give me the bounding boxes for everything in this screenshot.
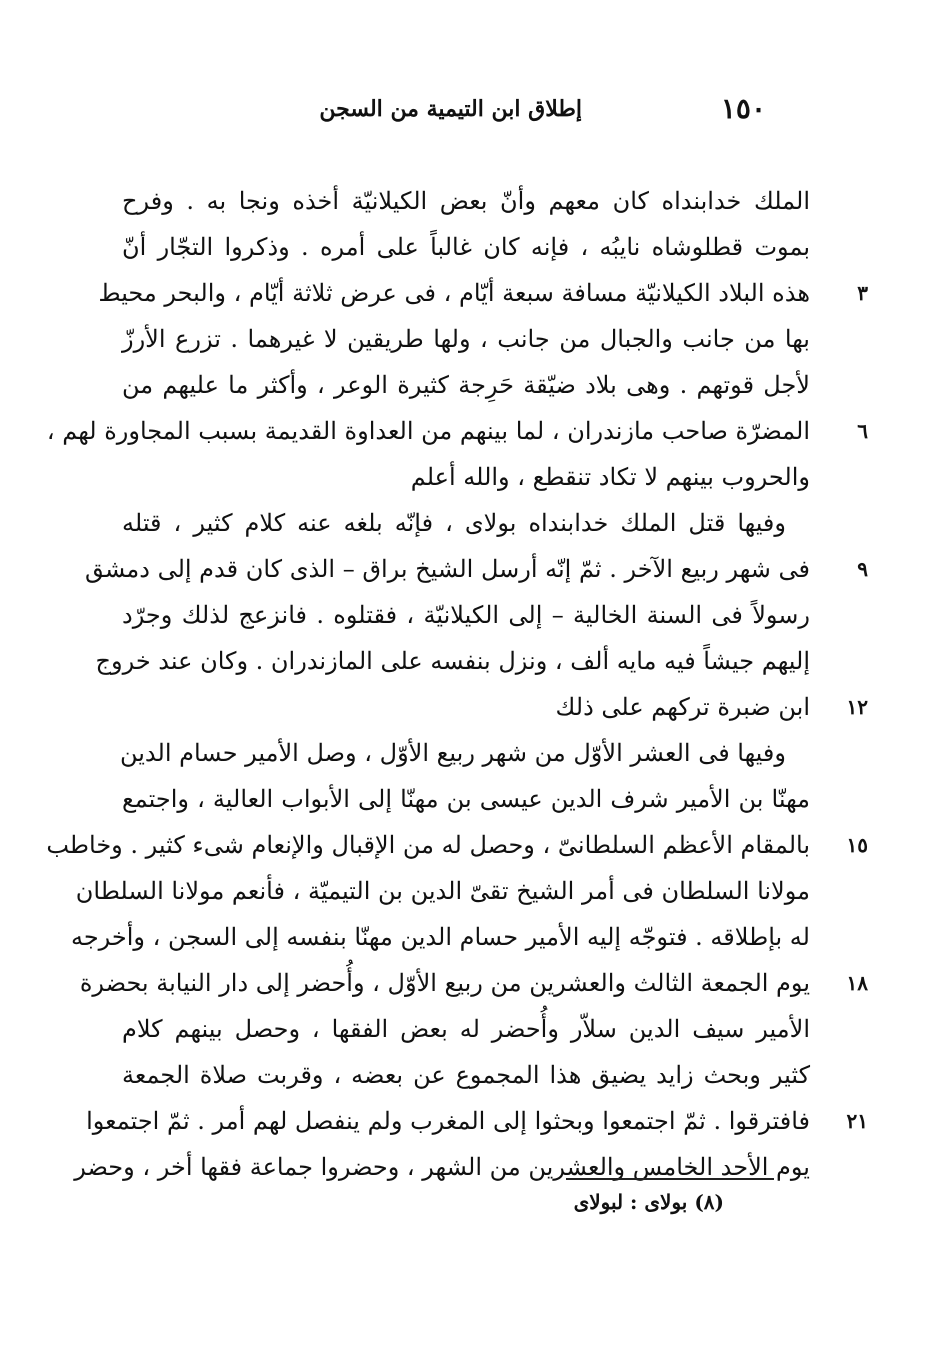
line-text: رسولاً فى السنة الخالية – إلى الكيلانيّة ، فقتلوه . فانزعج لذلك وجرّد [122,601,810,629]
page-number: ١٥٠ [720,92,766,125]
line-text: بموت قطلوشاه نايبُه ، فإنه كان غالباً على أمره . وذكروا التجّار أنّ [122,233,810,261]
text-line [46,822,868,868]
text-line [122,1052,810,1098]
text-line [122,454,810,500]
text-line [46,408,868,454]
line-number: ٣ [857,281,868,305]
text-line [95,638,810,684]
page-header [319,92,766,132]
text-line [98,270,868,316]
main-text [46,178,868,1190]
line-text: فافترقوا . ثمّ اجتمعوا وبحثوا إلى المغرب ولم ينفصل لهم أمر . ثمّ اجتمعوا [86,1107,810,1135]
text-line [84,546,868,592]
line-text: مولانا السلطان فى أمر الشيخ تقىّ الدين بن التيميّة ، فأنعم مولانا السلطان [75,877,810,905]
line-text: لأجل قوتهم . وهى بلاد ضيّقة حَرِجة كثيرة الوعر ، وأكثر ما عليهم من [122,371,810,399]
text-line [122,500,810,546]
line-text: المضرّة صاحب مازندران ، لما بينهم من العداوة القديمة بسبب المجاورة لهم ، [46,417,810,445]
text-line [122,776,810,822]
line-text: هذه البلاد الكيلانيّة مسافة سبعة أيّام ، فى عرض ثلاثة أيّام ، والبحر محيط [98,279,810,307]
text-line [74,1144,810,1190]
text-line [122,362,810,408]
line-number: ١٥ [846,833,868,857]
running-title: إطلاق ابن التيمية من السجن [319,96,582,122]
line-text: الأمير سيف الدين سلاّر وأُحضر له بعض الفقها ، وحصل بينهم كلام [122,1015,810,1043]
line-text: فى شهر ربيع الآخر . ثمّ إنّه أرسل الشيخ براق – الذى كان قدم إلى دمشق [84,555,810,583]
line-text: بالمقام الأعظم السلطانىّ ، وحصل له من الإقبال والإنعام شىء كثير . وخاطب [46,831,810,859]
line-text: الملك خدابنداه كان معهم وأنّ بعض الكيلانيّة أخذه ونجا به . وفرح [122,187,810,215]
line-number: ١٢ [846,695,868,719]
line-text: كثير وبحث زايد يضيق هذا المجموع عن بعضه ، وقربت صلاة الجمعة [122,1061,810,1089]
text-line [122,684,868,730]
footnote-divider [566,1178,774,1180]
line-number: ٢١ [846,1109,868,1133]
line-number: ١٨ [846,971,868,995]
line-number: ٦ [857,419,868,443]
line-text: إليهم جيشاً فيه مايه ألف ، ونزل بنفسه على المازندران . وكان عند خروج [95,647,810,675]
text-line [122,592,810,638]
text-line [75,868,810,914]
line-number: ٩ [857,557,868,581]
line-text: والحروب بينهم لا تكاد تنقطع ، والله أعلم [410,463,810,491]
footnote: (٨) بولاى : لبولاى [573,1190,724,1214]
line-text: بها من جانب والجبال من جانب ، ولها طريقين لا غيرهما . تزرع الأرزّ [122,325,810,353]
text-line [122,224,810,270]
text-line [122,1006,810,1052]
line-text: يوم الأحد الخامس والعشرين من الشهر ، وحضروا جماعة فقها أخر ، وحضر [74,1153,810,1181]
line-text: وفيها قتل الملك خدابنداه بولاى ، فإنّه بلغه عنه كلام كثير ، قتله [122,509,786,537]
text-line [79,960,868,1006]
text-line [86,1098,868,1144]
text-line [122,178,810,224]
line-text: له بإطلاقه . فتوجّه إليه الأمير حسام الدين مهنّا بنفسه إلى السجن ، وأخرجه [70,923,810,951]
line-text: يوم الجمعة الثالث والعشرين من ربيع الأوّل ، وأُحضر إلى دار النيابة بحضرة [79,969,810,997]
text-line [70,914,810,960]
text-line [119,730,810,776]
text-line [122,316,810,362]
line-text: مهنّا بن الأمير شرف الدين عيسى بن مهنّا إلى الأبواب العالية ، واجتمع [122,785,810,813]
line-text: ابن ضبرة تركهم على ذلك [555,693,810,721]
line-text: وفيها فى العشر الأوّل من شهر ربيع الأوّل ، وصل الأمير حسام الدين [119,739,786,767]
